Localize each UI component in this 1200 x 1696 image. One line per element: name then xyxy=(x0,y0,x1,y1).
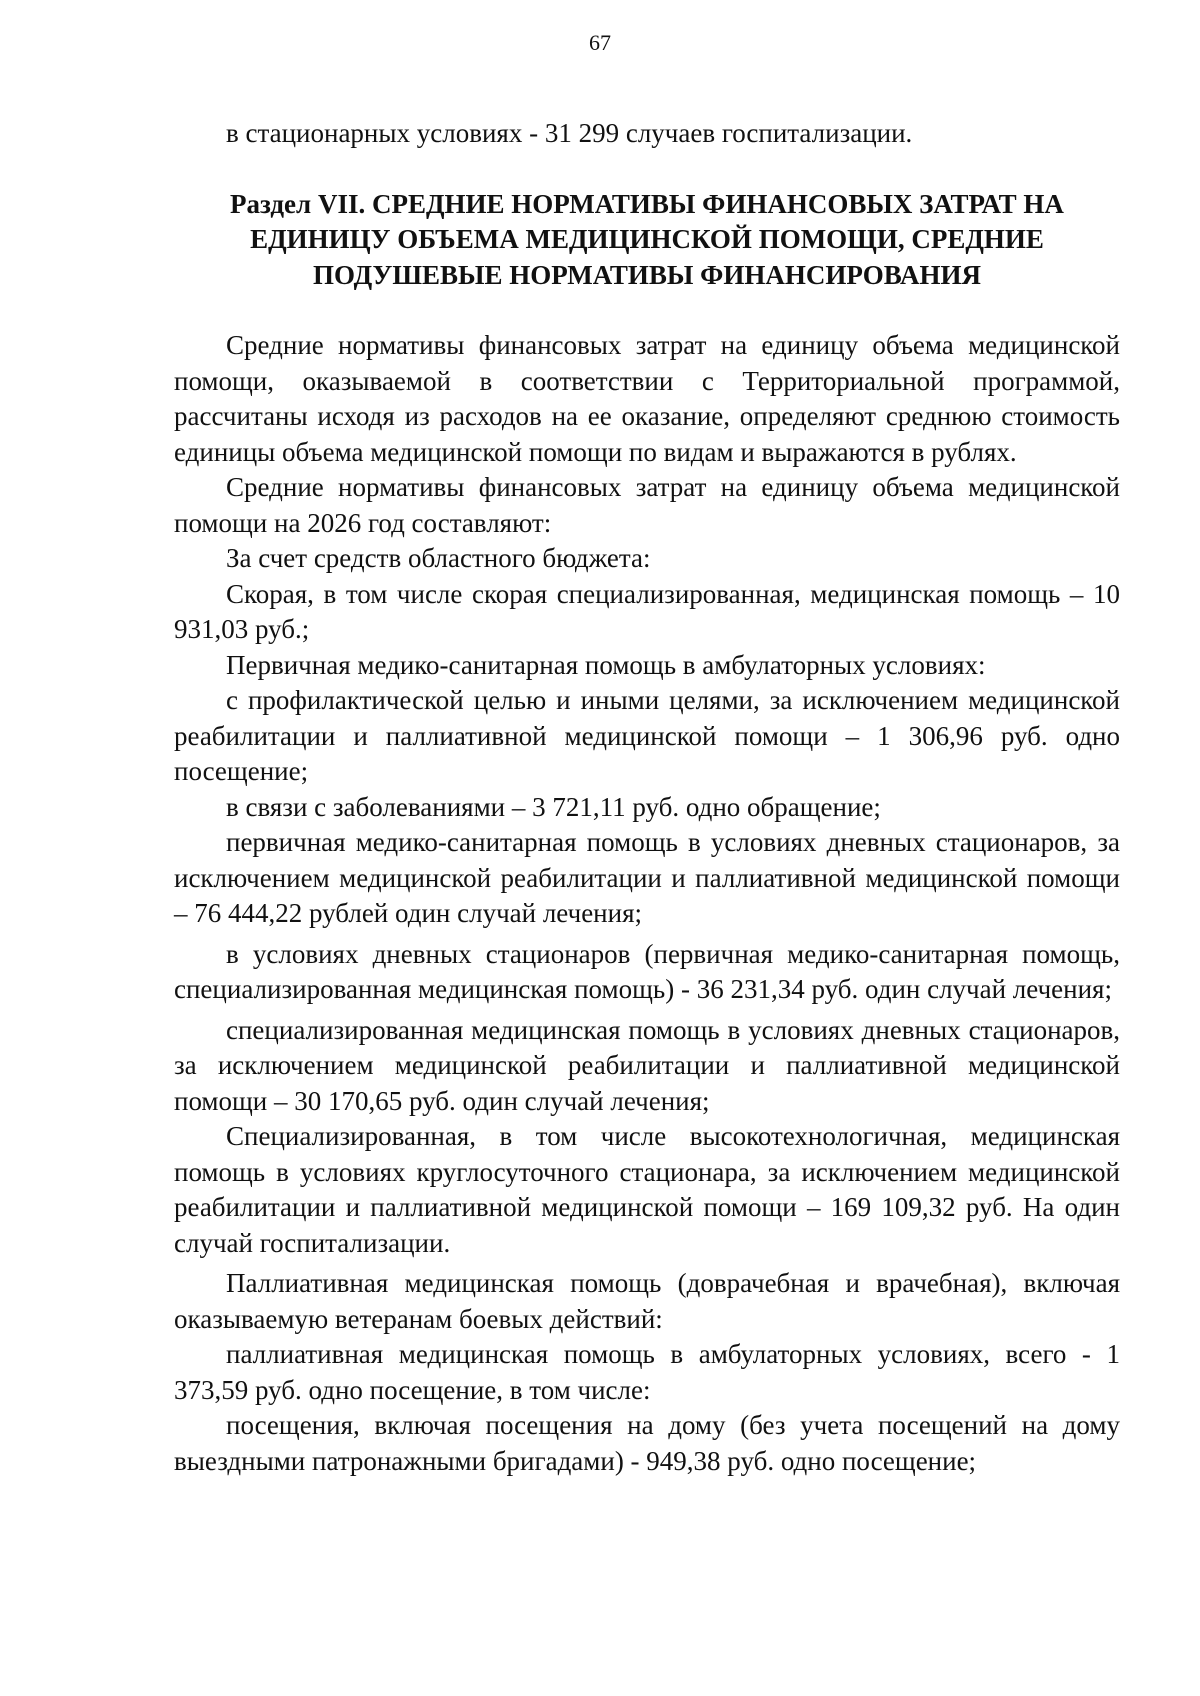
paragraph-palliative-care: Паллиативная медицинская помощь (доврачебная и врачебная), включая оказываемую ветеранам боевых действий: xyxy=(174,1268,1120,1334)
paragraph-palliative-outpatient: паллиативная медицинская помощь в амбулаторных условиях, всего - 1 373,59 руб. одно посещение, в том числе: xyxy=(174,1339,1120,1405)
paragraph-primary-outpatient: Первичная медико-санитарная помощь в амбулаторных условиях: xyxy=(226,649,986,680)
paragraph-regional-budget: За счет средств областного бюджета: xyxy=(226,543,651,573)
paragraph-preventive-visit: с профилактической целью и иными целями, за исключением медицинской реабилитации и паллиативной медицинской помощи – 1 306,96 руб. одно посещение; xyxy=(174,685,1120,786)
paragraph-emergency-care: Скорая, в том числе скорая специализированная, медицинская помощь – 10 931,03 руб.; xyxy=(174,578,1120,644)
paragraph-disease-appeal: в связи с заболеваниями – 3 721,11 руб. одно обращение; xyxy=(226,791,881,822)
page-number: 67 xyxy=(589,30,611,55)
paragraph-norms-2026: Средние нормативы финансовых затрат на единицу объема медицинской помощи на 2026 год составляют: xyxy=(174,472,1120,538)
paragraph-norms-definition: Средние нормативы финансовых затрат на единицу объема медицинской помощи, оказываемой в соответствии с Территориальной программой, рассчитаны исходя из расходов на ее оказание, определяют среднюю стоимость единицы объема медицинской помощи по видам и выражаются в рублях. xyxy=(174,330,1120,467)
section-heading: Раздел VII. СРЕДНИЕ НОРМАТИВЫ ФИНАНСОВЫХ ЗАТРАТ НА ЕДИНИЦУ ОБЪЕМА МЕДИЦИНСКОЙ ПОМОЩИ, СРЕДНИЕ ПОДУШЕВЫЕ НОРМАТИВЫ ФИНАНСИРОВАНИЯ xyxy=(230,188,1064,290)
intro-line: в стационарных условиях - 31 299 случаев госпитализации. xyxy=(226,118,913,148)
paragraph-day-hospital: в условиях дневных стационаров (первичная медико-санитарная помощь, специализированная медицинская помощь) - 36 231,34 руб. один случай лечения; xyxy=(174,938,1120,1004)
paragraph-primary-day-hospital: первичная медико-санитарная помощь в условиях дневных стационаров, за исключением медицинской реабилитации и паллиативной медицинской помощи – 76 444,22 рублей один случай лечения; xyxy=(174,827,1120,928)
paragraph-specialized-inpatient: Специализированная, в том числе высокотехнологичная, медицинская помощь в условиях круглосуточного стационара, за исключением медицинской реабилитации и паллиативной медицинской помощи – 169 109,32 руб. На один случай госпитализации. xyxy=(174,1121,1120,1258)
paragraph-home-visits: посещения, включая посещения на дому (без учета посещений на дому выездными патронажными бригадами) - 949,38 руб. одно посещение; xyxy=(174,1410,1120,1476)
paragraph-specialized-day-hospital: специализированная медицинская помощь в условиях дневных стационаров, за исключением медицинской реабилитации и паллиативной медицинской помощи – 30 170,65 руб. один случай лечения; xyxy=(174,1014,1120,1116)
document-body xyxy=(174,116,1120,1479)
